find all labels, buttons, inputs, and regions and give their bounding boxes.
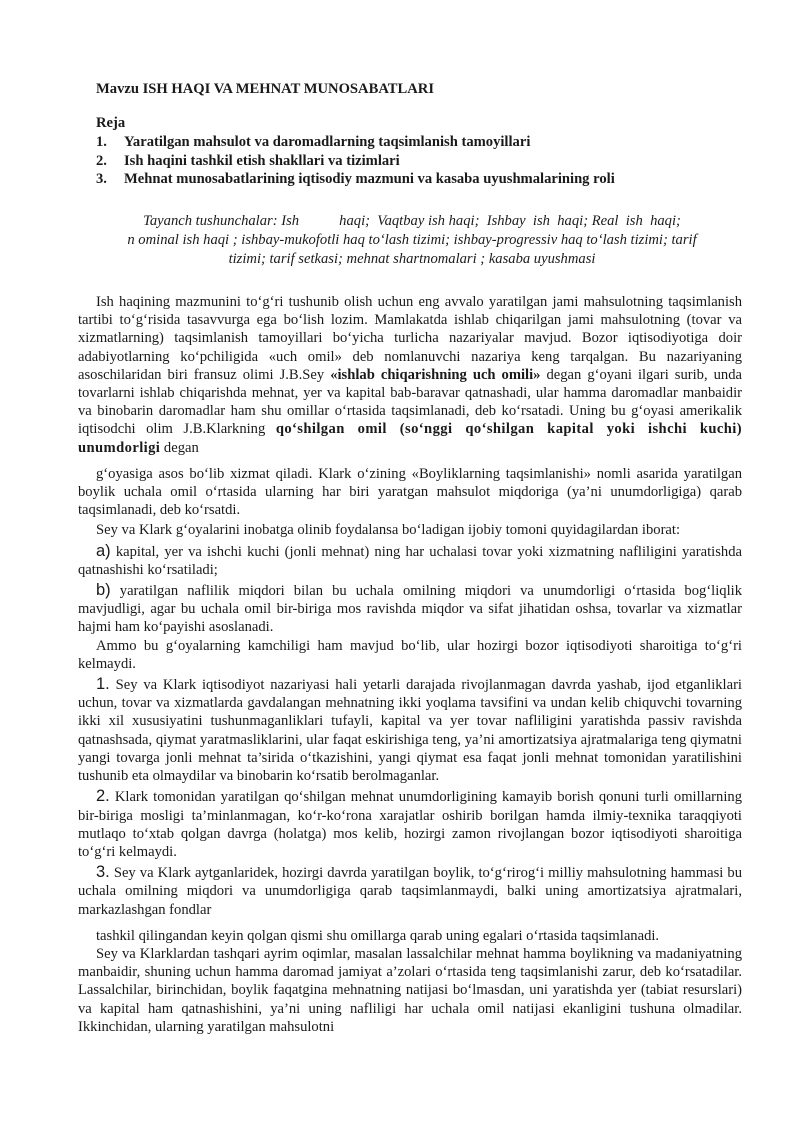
paragraph: Sey va Klarklardan tashqari ayrim oqimlar, masalan lassalchilar mehnat hamma boylikning va madaniyatning manbaidir, shuning uchun hamma daromad jamiyat a’zolari o‘rtasida teng taqsimlanishi zarur, deb ko‘rsatadilar. Lassalchilar, birinchidan, boylik faqatgina mehnatning natijasi bo‘lmasdan, uni yaratishda yer (tabiat resurslari) va kapital ham qatnashishini, ya’ni uning nafliligi har uchala omil natijasi ekanligini tushuna olmadilar. Ikkinchidan, ularning yaratilgan mahsulotni [78, 945, 742, 1035]
plan-item: 1. Yaratilgan mahsulot va daromadlarning taqsimlanish tamoyillari [96, 134, 531, 151]
term-bold: qo‘shilgan omil (so‘nggi qo‘shilgan kapital yoki ishchi kuchi) unumdorligi [78, 421, 742, 456]
numbered-item-1: 1. Sey va Klark iqtisodiyot nazariyasi hali yetarli darajada rivojlanmagan davrda yashab, ijod etganliklari uchun, tovar va xizmatlarda gavdalangan mehnatning ikki yoqlama tavsifini va undan kelib chiquvchi tovarning ikki xil xususiyatini tushunmaganliklari tufayli, kapital va yer tovar nafliligini yaratishda passiv ravishda qatnashsada, qiymat yaratmasliklarini, ular faqat eskirishiga teng, ya’ni amortizatsiya ajratmalariga teng qiymatni yangi tovarga jonli mehnat ta’sirida o‘tkazishini, yangi qiymat esa faqat jonli mehnat tomonidan yaratilishini tushunib eta olmaydilar va binobarin ko‘rsatib berolmaganlar. [78, 675, 742, 785]
numbered-item-3: 3. Sey va Klark aytganlaridek, hozirgi davrda yaratilgan boylik, to‘g‘rirog‘i milliy mahsulotning hammasi bu uchala omilning miqdori va unumdorligiga qarab taqsimlanmaydi, balki uning amortizatsiya ajratmalari, markazlashgan fondlar [78, 863, 742, 918]
plan-heading: Reja [96, 115, 126, 132]
plan-item: 2. Ish haqini tashkil etish shakllari va tizimlari [96, 152, 400, 169]
plan-item: 3. Mehnat munosabatlarining iqtisodiy mazmuni va kasaba uyushmalarining roli [96, 170, 615, 187]
key-concepts-line: n ominal ish haqi ; ishbay-mukofotli haq to‘lash tizimi; ishbay-progressiv haq to‘lash tizimi; tarif [127, 232, 697, 249]
key-concepts [96, 212, 728, 269]
list-item-b: b) yaratilgan naflilik miqdori bilan bu uchala omilning miqdori va unumdorligi o‘rtasida bog‘liqlik mavjudligi, agar bu uchala omil bir-biriga mos ravishda miqdor va sifat jihatidan oshsa, tovarlar va xizmatlar hajmi ham ko‘payishi asoslanadi. [78, 581, 742, 636]
topic-title: Mavzu ISH HAQI VA MEHNAT MUNOSABATLARI [96, 81, 434, 97]
term-bold: «ishlab chiqarishning uch omili» [330, 366, 541, 383]
plan-list [96, 133, 742, 188]
key-concepts-line: Tayanch tushunchalar: Ish haqi; Vaqtbay ish haqi; Ishbay ish haqi; Real ish haqi; [143, 213, 681, 230]
item-marker: a) [96, 541, 111, 560]
paragraph: Sey va Klark g‘oyalarini inobatga olinib foydalansa bo‘ladigan ijobiy tomoni quyidagilardan iborat: [96, 522, 681, 539]
paragraph: g‘oyasiga asos bo‘lib xizmat qiladi. Klark o‘zining «Boyliklarning taqsimlanishi» nomli asarida yaratilgan boylik uchala omil o‘rtasida ularning har biri yaratgan mahsulot miqdoriga (ya’ni unumdorligiga) qarab taqsimlanadi, deb ko‘rsatdi. [78, 465, 742, 519]
list-item-a: a) kapital, yer va ishchi kuchi (jonli mehnat) ning har uchalasi tovar yoki xizmatning nafliligini yaratishda qatnashishi ko‘rsatiladi; [78, 541, 742, 578]
item-marker: 3. [96, 863, 110, 882]
key-concepts-line: tizimi; tarif setkasi; mehnat shartnomalari ; kasaba uyushmasi [228, 251, 596, 268]
paragraph: Ammo bu g‘oyalarning kamchiligi ham mavjud bo‘lib, ular hozirgi bozor iqtisodiyoti sharoitiga to‘g‘ri kelmaydi. [78, 637, 742, 672]
item-marker: 2. [96, 787, 110, 806]
numbered-item-2: 2. Klark tomonidan yaratilgan qo‘shilgan mehnat unumdorligining kamayib borish qonuni turli omillarning bir-biriga mosligi ta’minlanmagan, ko‘r-ko‘rona xarajatlar oshirib borilgan hamda ilmiy-texnika taraqqiyoti mutlaqo to‘xtab qolgan davrga (holatga) mos kelib, hozirgi zamon rivojlangan bozor iqtisodiyoti sharoitiga to‘g‘ri kelmaydi. [78, 787, 742, 860]
paragraph-intro: Ish haqining mazmunini to‘g‘ri tushunib olish uchun eng avvalo yaratilgan jami mahsulotning taqsimlanish tartibi to‘g‘risida tasavvurga ega bo‘lish lozim. Mamlakatda ishlab chiqarilgan jami mahsulotning (tovar va xizmatlarning) taqsimlanish tamoyillari bo‘yicha turlicha nazariyalar mavjud. Bozor iqtisodiyotiga doir adabiyotlarning ko‘pchiligida «uch omil» deb nomlanuvchi nazariya keng tarqalgan. Bu nazariyaning asoschilaridan biri fransuz olimi J.B.Sey «ishlab chiqarishning uch omili» degan g‘oyani ilgari surib, unda tovarlarni ishlab chiqarishda mehnat, yer va kapital bab-baravar qatnashadi, ular hamma daromadlar manbaidir va binobarin daromadlar ham shu omillar o‘rtasida taqsimlanadi, deb ko‘rsatadi. Uning bu g‘oyasi amerikalik iqtisodchi olim J.B.Klarkning qo‘shilgan omil (so‘nggi qo‘shilgan kapital yoki ishchi kuchi) unumdorligi degan [78, 294, 742, 456]
item-marker: b) [96, 581, 111, 600]
paragraph: tashkil qilingandan keyin qolgan qismi shu omillarga qarab uning egalari o‘rtasida taqsimlanadi. [96, 927, 660, 944]
item-marker: 1. [96, 675, 110, 694]
